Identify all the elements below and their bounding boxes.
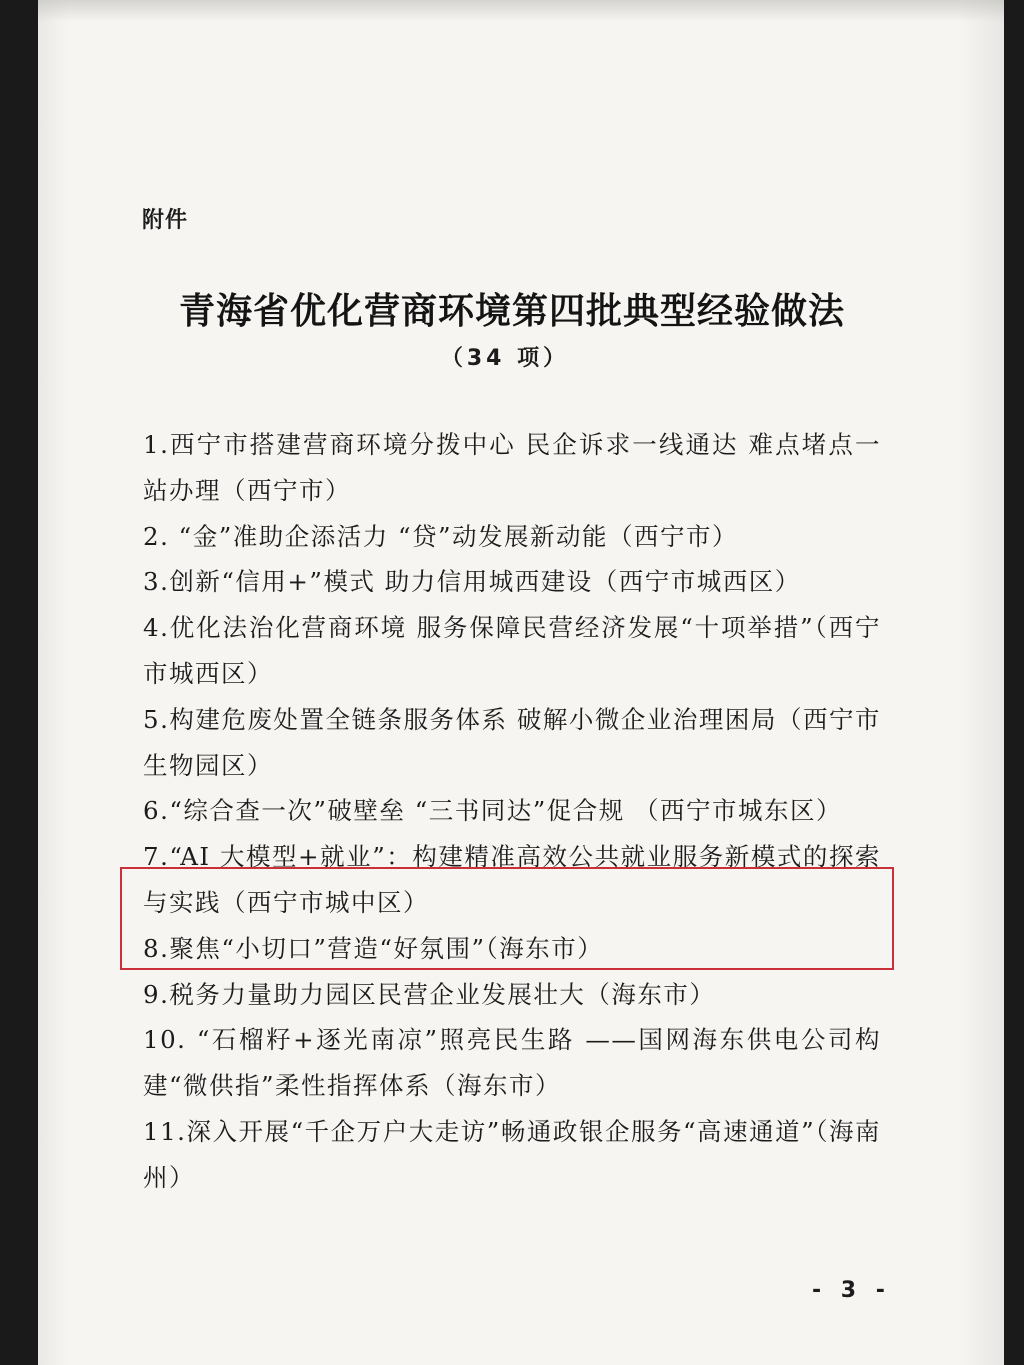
document-title: 青海省优化营商环境第四批典型经验做法 <box>178 290 845 332</box>
practice-list <box>143 422 881 1201</box>
list-item: 2. “金”准助企添活力 “贷”动发展新动能（西宁市） <box>143 521 739 551</box>
list-item: 6.“综合查一次”破壁垒 “三书同达”促合规 （西宁市城东区） <box>143 796 843 826</box>
list-item: 11.深入开展“千企万户大走访”畅通政银企服务“高速通道”（海南州） <box>143 1116 881 1192</box>
page-top-shadow <box>38 0 1004 22</box>
item-count: （34 项） <box>440 346 570 371</box>
list-item: 5.构建危废处置全链条服务体系 破解小微企业治理困局（西宁市生物园区） <box>143 704 881 780</box>
list-item: 4.优化法治化营商环境 服务保障民营经济发展“十项举措”（西宁市城西区） <box>143 613 881 688</box>
list-item: 8.聚焦“小切口”营造“好氛围”（海东市） <box>143 933 604 963</box>
page-number: - 3 - <box>812 1278 891 1303</box>
list-item: 1.西宁市搭建营商环境分拨中心 民企诉求一线通达 难点堵点一站办理（西宁市） <box>143 430 881 505</box>
list-item-highlighted: 7.“AI 大模型+就业”：构建精准高效公共就业服务新模式的探索与实践（西宁市城中区） <box>143 842 881 917</box>
list-item: 3.创新“信用+”模式 助力信用城西建设（西宁市城西区） <box>143 567 801 597</box>
list-item: 10. “石榴籽+逐光南凉”照亮民生路 ——国网海东供电公司构建“微供指”柔性指挥体系（海东市） <box>143 1025 881 1101</box>
list-item: 9.税务力量助力园区民营企业发展壮大（海东市） <box>143 979 716 1009</box>
attachment-label: 附件 <box>142 208 189 233</box>
highlight-box <box>120 867 894 970</box>
